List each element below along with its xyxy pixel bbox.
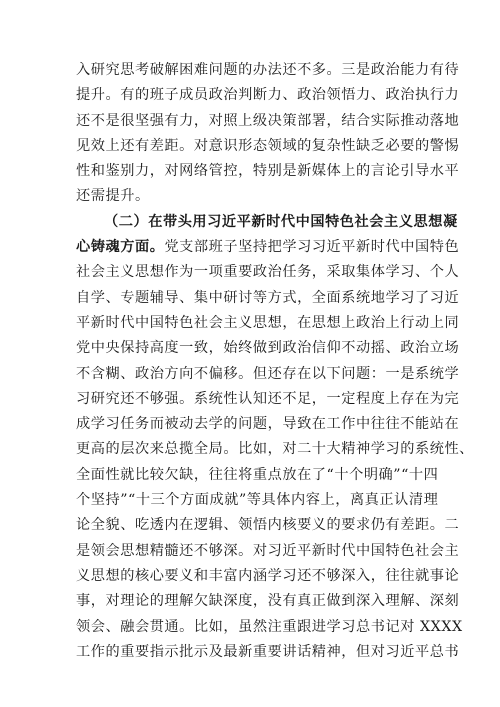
- text-line: 领会、融会贯通。比如，虽然注重跟进学习总书记对 XXXX: [76, 618, 463, 635]
- text-line: 义思想的核心要义和丰富内涵学习还不够深入，往往就事论: [76, 567, 460, 584]
- text-line: 心铸魂方面。党支部班子坚持把学习习近平新时代中国特色: [76, 239, 460, 256]
- text-line: 工作的重要指示批示及最新重要讲话精神，但对习近平总书: [76, 643, 460, 660]
- text-line: 全面性就比较欠缺，往往将重点放在了“十个明确”“十四: [76, 466, 439, 483]
- text-line: 见效上还有差距。对意识形态领域的复杂性缺乏必要的警惕: [76, 137, 460, 154]
- text-line: 提升。有的班子成员政治判断力、政治领悟力、政治执行力: [76, 87, 460, 104]
- text-line: 习研究还不够强。系统性认知还不足，一定程度上存在为完: [76, 390, 460, 407]
- text-line: 事，对理论的理解欠缺深度，没有真正做到深入理解、深刻: [76, 593, 460, 610]
- text-line: 还不是很坚强有力，对照上级决策部署，结合实际推动落地: [76, 112, 460, 129]
- text-line: 社会主义思想作为一项重要政治任务，采取集体学习、个人: [76, 264, 460, 281]
- text-line: 还需提升。: [76, 188, 150, 205]
- text-line: 是领会思想精髓还不够深。对习近平新时代中国特色社会主: [76, 542, 460, 559]
- section-heading: （二）在带头用习近平新时代中国特色社会主义思想凝: [104, 213, 458, 230]
- text-line: 不含糊、政治方向不偏移。但还存在以下问题：一是系统学: [76, 365, 460, 382]
- text-line: 成学习任务而被动去学的问题，导致在工作中往往不能站在: [76, 416, 460, 433]
- text-line: 更高的层次来总揽全局。比如，对二十大精神学习的系统性、: [76, 441, 474, 458]
- text-line: 论全貌、吃透内在逻辑、领悟内核要义的要求仍有差距。二: [76, 517, 460, 534]
- body-text: [76, 58, 474, 665]
- section-heading-end: 心铸魂方面。: [76, 239, 165, 256]
- text-line: 自学、专题辅导、集中研讨等方式，全面系统地学习了习近: [76, 289, 460, 306]
- text-line: 平新时代中国特色社会主义思想，在思想上政治上行动上同: [76, 314, 460, 331]
- text-line: 入研究思考破解困难问题的办法还不多。三是政治能力有待: [76, 62, 460, 78]
- text-line: 性和鉴别力，对网络管控，特别是新媒体上的言论引导水平: [76, 163, 460, 180]
- text-line: 党中央保持高度一致，始终做到政治信仰不动摇、政治立场: [76, 340, 460, 357]
- text-line: 个坚持”“十三个方面成就”等具体内容上，离真正认清理: [76, 492, 439, 509]
